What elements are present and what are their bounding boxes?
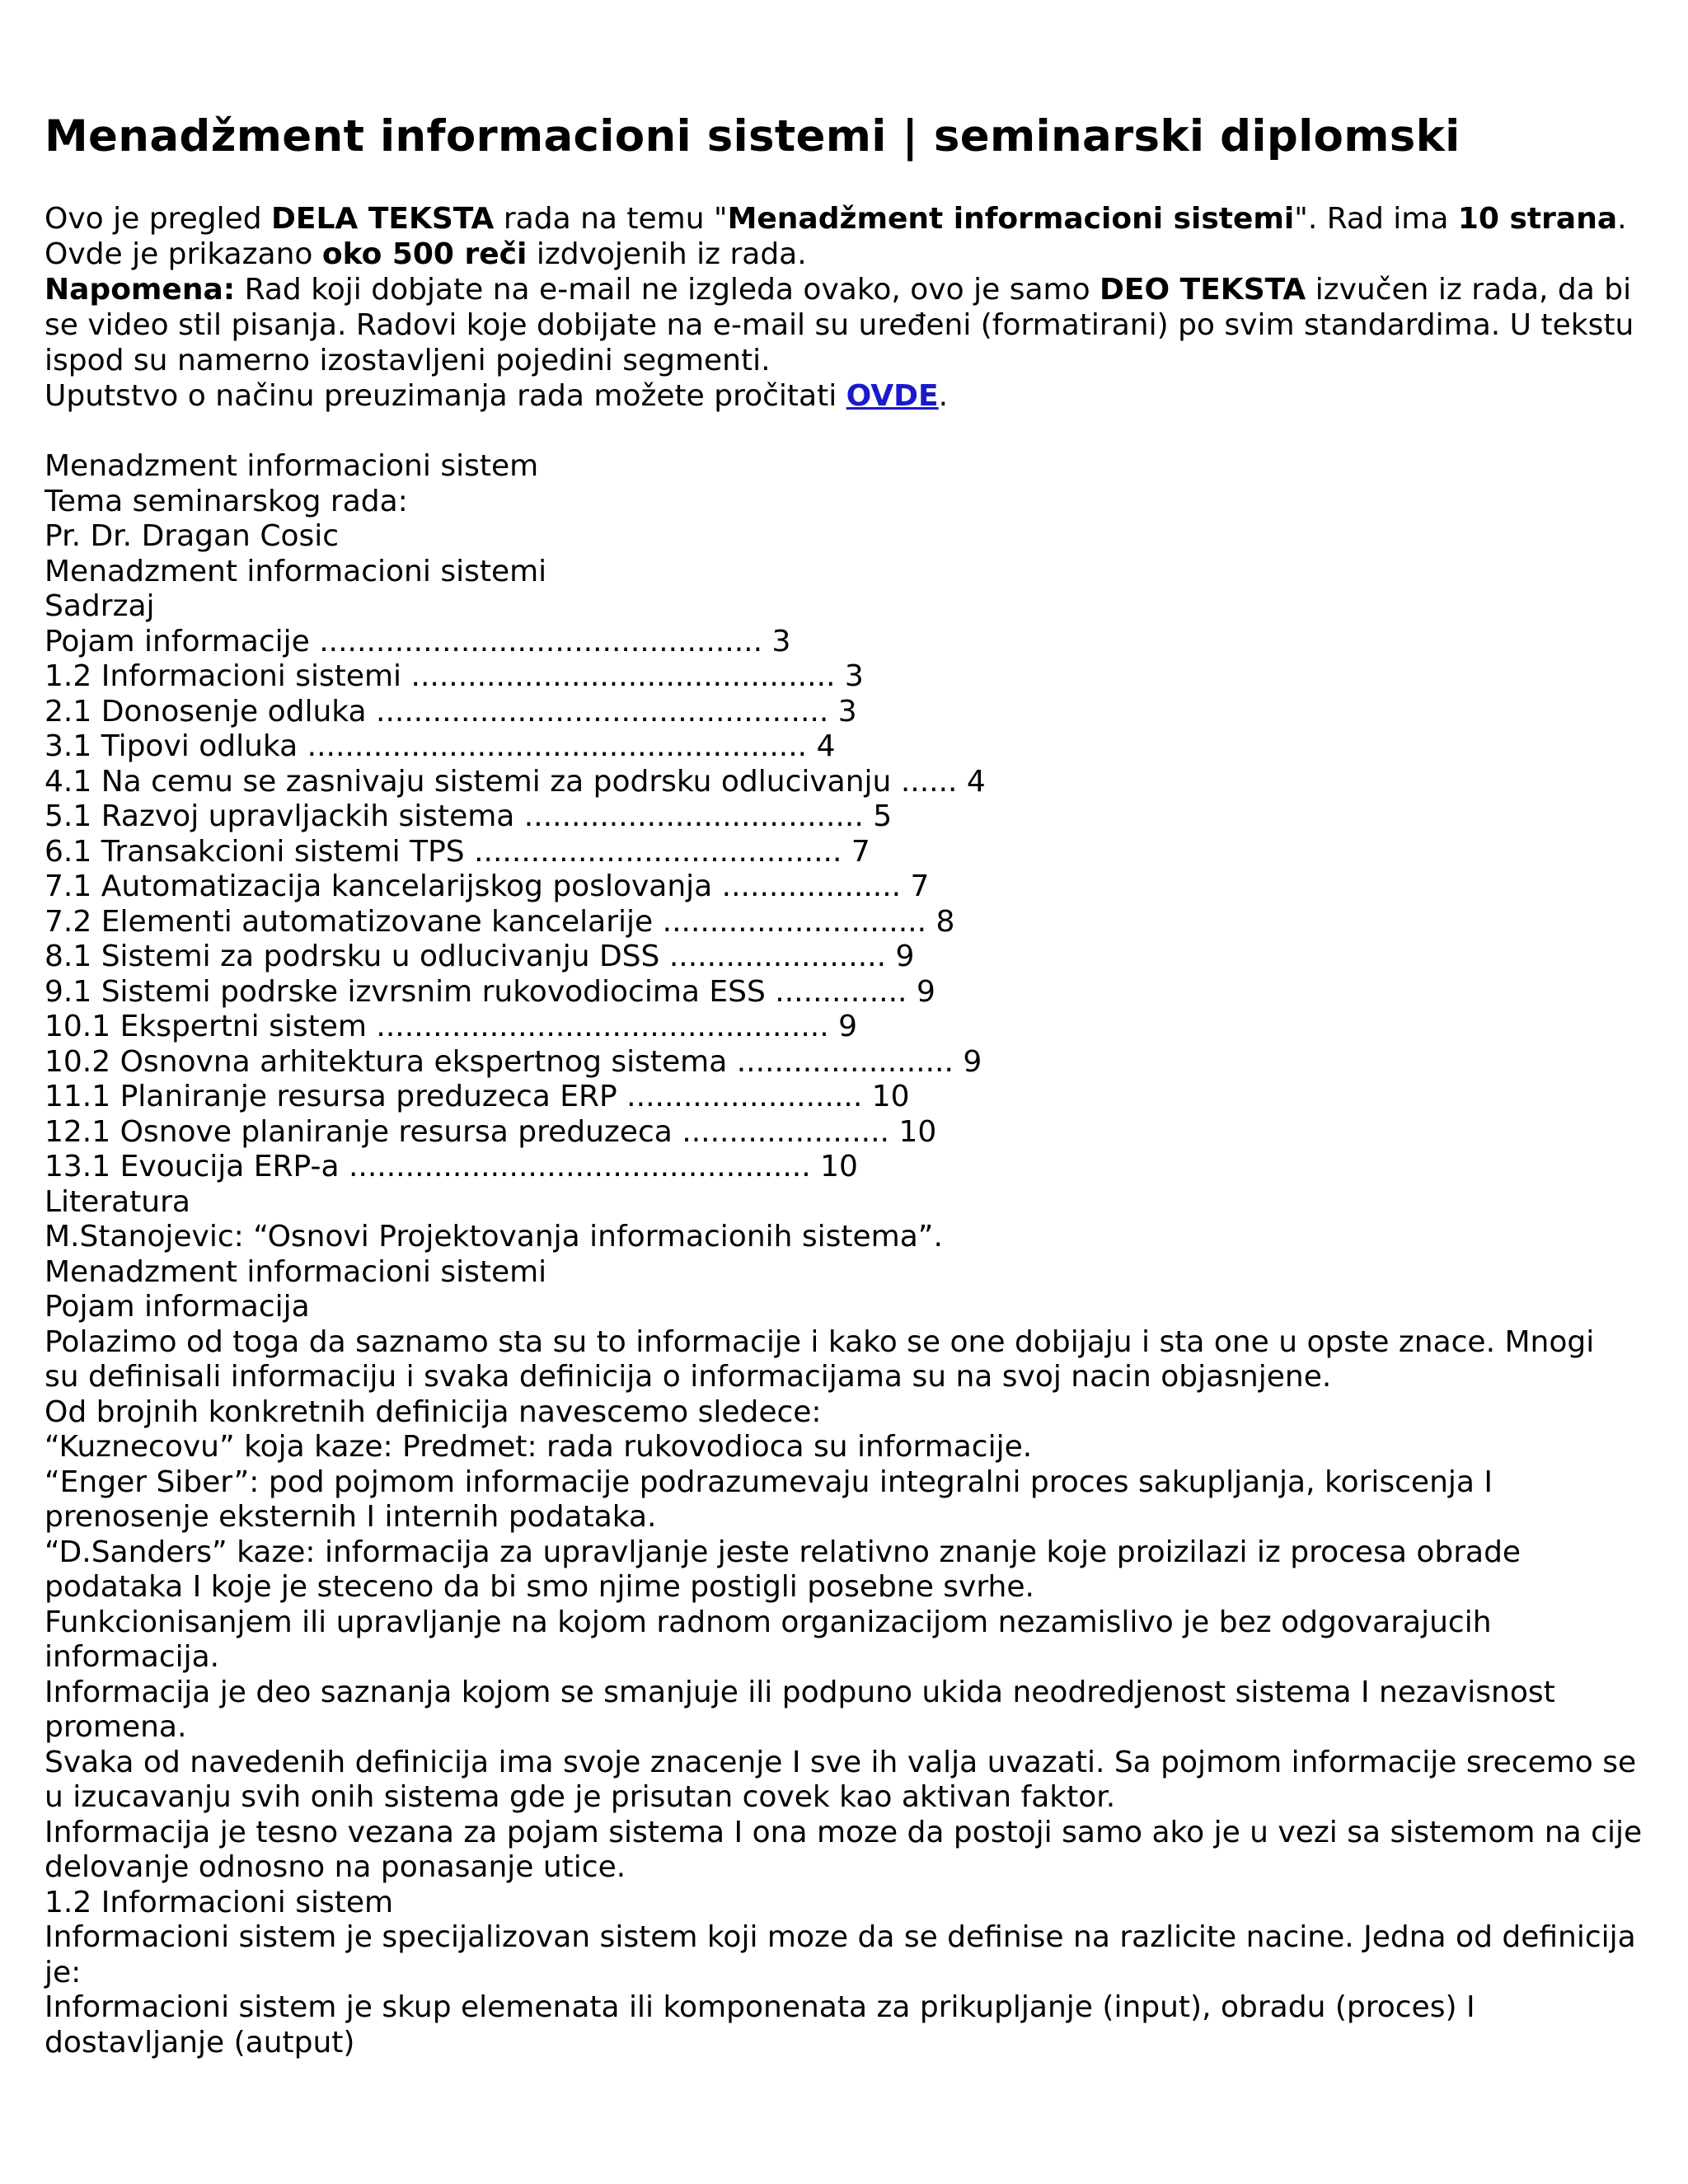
header-line: Menadzment informacioni sistemi bbox=[45, 554, 547, 588]
document-body bbox=[45, 449, 1652, 2060]
text-line: Menadzment informacioni sistemi bbox=[45, 1254, 547, 1289]
intro-paragraph-overview bbox=[45, 201, 1652, 272]
toc-entry: 9.1 Sistemi podrske izvrsnim rukovodiocima ESS .............. 9 bbox=[45, 974, 935, 1009]
toc-entry: 2.1 Donosenje odluka ................................................ 3 bbox=[45, 694, 857, 729]
text-line: prenosenje eksternih I internih podataka. bbox=[45, 1500, 657, 1534]
toc-entry: 6.1 Transakcioni sistemi TPS ....................................... 7 bbox=[45, 834, 870, 869]
intro-text: . bbox=[1617, 202, 1627, 236]
toc-entry: 11.1 Planiranje resursa preduzeca ERP ......................... 10 bbox=[45, 1080, 910, 1113]
text-line: M.Stanojevic: “Osnovi Projektovanja informacionih sistema”. bbox=[45, 1220, 943, 1254]
text-line: “D.Sanders” kaze: informacija za upravljanje jeste relativno znanje koje proizilazi iz procesa obrade bbox=[45, 1535, 1522, 1569]
toc-entry: 7.2 Elementi automatizovane kancelarije ............................ 8 bbox=[45, 904, 955, 939]
text-line: 1.2 Informacioni sistem bbox=[45, 1885, 394, 1919]
document-header-lines bbox=[45, 449, 1652, 625]
text-line: Svaka od navedenih definicija ima svoje znacenje I sve ih valja uvazati. Sa pojmom informacije srecemo se bbox=[45, 1745, 1637, 1779]
toc-entry: 3.1 Tipovi odluka ..................................................... 4 bbox=[45, 729, 836, 763]
header-line: Sadrzaj bbox=[45, 589, 155, 623]
toc-entry: Pojam informacije ............................................... 3 bbox=[45, 624, 791, 658]
text-line: Polazimo od toga da saznamo sta su to informacije i kako se one dobijaju i sta one u opste znace. Mnogi bbox=[45, 1324, 1595, 1359]
intro-section bbox=[45, 201, 1652, 414]
text-line: je: bbox=[45, 1955, 82, 1990]
intro-text: Rad koji dobjate na e-mail ne izgleda ovako, ovo je samo bbox=[235, 273, 1100, 307]
intro-text: Ovo je pregled bbox=[45, 202, 272, 236]
intro-text: Ovde je prikazano bbox=[45, 237, 322, 271]
intro-text: . bbox=[938, 379, 949, 413]
intro-text: ". Rad ima bbox=[1294, 202, 1458, 236]
page-title: Menadžment informacioni sistemi | seminarski diplomski bbox=[45, 111, 1461, 162]
toc-entry: 5.1 Razvoj upravljackih sistema .................................... 5 bbox=[45, 799, 893, 833]
text-line: dostavljanje (autput) bbox=[45, 2025, 355, 2060]
text-line: delovanje odnosno na ponasanje utice. bbox=[45, 1850, 626, 1884]
intro-bold: DELA TEKSTA bbox=[271, 202, 495, 236]
toc-entry: 10.2 Osnovna arhitektura ekspertnog sistema ....................... 9 bbox=[45, 1044, 982, 1079]
header-line: Menadzment informacioni sistem bbox=[45, 449, 539, 483]
text-line: “Enger Siber”: pod pojmom informacije podrazumevaju integralni proces sakupljanja, koriscenja I bbox=[45, 1465, 1493, 1499]
intro-bold: oko 500 reči bbox=[321, 237, 528, 271]
toc-entry: 13.1 Evoucija ERP-a ................................................. 10 bbox=[45, 1150, 858, 1183]
text-line: su definisali informaciju i svaka definicija o informacijama su na svoj nacin objasnjene. bbox=[45, 1360, 1332, 1394]
intro-text: izvučen iz rada, da bi se video stil pisanja. Radovi koje dobijate na e-mail su uređeni (formatirani) po svim standardima. U tekstu ispod su namerno izostavljeni pojedini segmenti. bbox=[45, 273, 1634, 377]
intro-bold: Menadžment informacioni sistemi bbox=[727, 202, 1295, 236]
text-line: promena. bbox=[45, 1710, 187, 1744]
intro-bold: 10 strana bbox=[1457, 202, 1618, 236]
toc-entry: 10.1 Ekspertni sistem ................................................ 9 bbox=[45, 1010, 858, 1043]
text-line: Literatura bbox=[45, 1184, 190, 1219]
header-line: Pr. Dr. Dragan Cosic bbox=[45, 519, 340, 553]
intro-text: izdvojenih iz rada. bbox=[527, 237, 807, 271]
toc-entry: 1.2 Informacioni sistemi ............................................. 3 bbox=[45, 659, 864, 693]
text-line: Informacija je tesno vezana za pojam sistema I ona moze da postoji samo ako je u vezi sa sistemom na cije bbox=[45, 1815, 1643, 1849]
toc-entry: 8.1 Sistemi za podrsku u odlucivanju DSS ....................... 9 bbox=[45, 940, 915, 973]
document-page bbox=[45, 107, 1652, 2060]
intro-text: Uputstvo o načinu preuzimanja rada možete pročitati bbox=[45, 379, 846, 413]
text-line: Funkcionisanjem ili upravljanje na kojom radnom organizacijom nezamislivo je bez odgovarajucih bbox=[45, 1605, 1492, 1639]
toc-entry: 7.1 Automatizacija kancelarijskog poslovanja ................... 7 bbox=[45, 869, 930, 903]
intro-paragraph-note bbox=[45, 272, 1652, 378]
intro-bold: DEO TEKSTA bbox=[1100, 273, 1306, 307]
intro-paragraph-instructions bbox=[45, 378, 1652, 414]
text-line: u izucavanju svih onih sistema gde je prisutan covek kao aktivan faktor. bbox=[45, 1780, 1116, 1814]
toc-entry: 12.1 Osnove planiranje resursa preduzeca ...................... 10 bbox=[45, 1114, 937, 1149]
table-of-contents bbox=[45, 625, 1652, 1185]
text-line: podataka I koje je steceno da bi smo njime postigli posebne svrhe. bbox=[45, 1570, 1034, 1604]
text-line: Informacioni sistem je skup elemenata ili komponenata za prikupljanje (input), obradu (proces) I bbox=[45, 1990, 1475, 2024]
text-line: Pojam informacija bbox=[45, 1290, 310, 1324]
text-line: Informacija je deo saznanja kojom se smanjuje ili podpuno ukida neodredjenost sistema I nezavisnost bbox=[45, 1675, 1555, 1709]
note-label: Napomena: bbox=[45, 273, 236, 307]
text-line: informacija. bbox=[45, 1640, 220, 1674]
text-line: “Kuznecovu” koja kaze: Predmet: rada rukovodioca su informacije. bbox=[45, 1430, 1033, 1464]
instructions-link[interactable]: OVDE bbox=[846, 379, 939, 413]
document-text bbox=[45, 1185, 1652, 2061]
header-line: Tema seminarskog rada: bbox=[45, 484, 408, 518]
toc-entry: 4.1 Na cemu se zasnivaju sistemi za podrsku odlucivanju ...... 4 bbox=[45, 764, 986, 799]
intro-text: rada na temu " bbox=[494, 202, 728, 236]
text-line: Informacioni sistem je specijalizovan sistem koji moze da se definise na razlicite nacine. Jedna od definicija bbox=[45, 1920, 1636, 1954]
text-line: Od brojnih konkretnih definicija navescemo sledece: bbox=[45, 1394, 822, 1429]
